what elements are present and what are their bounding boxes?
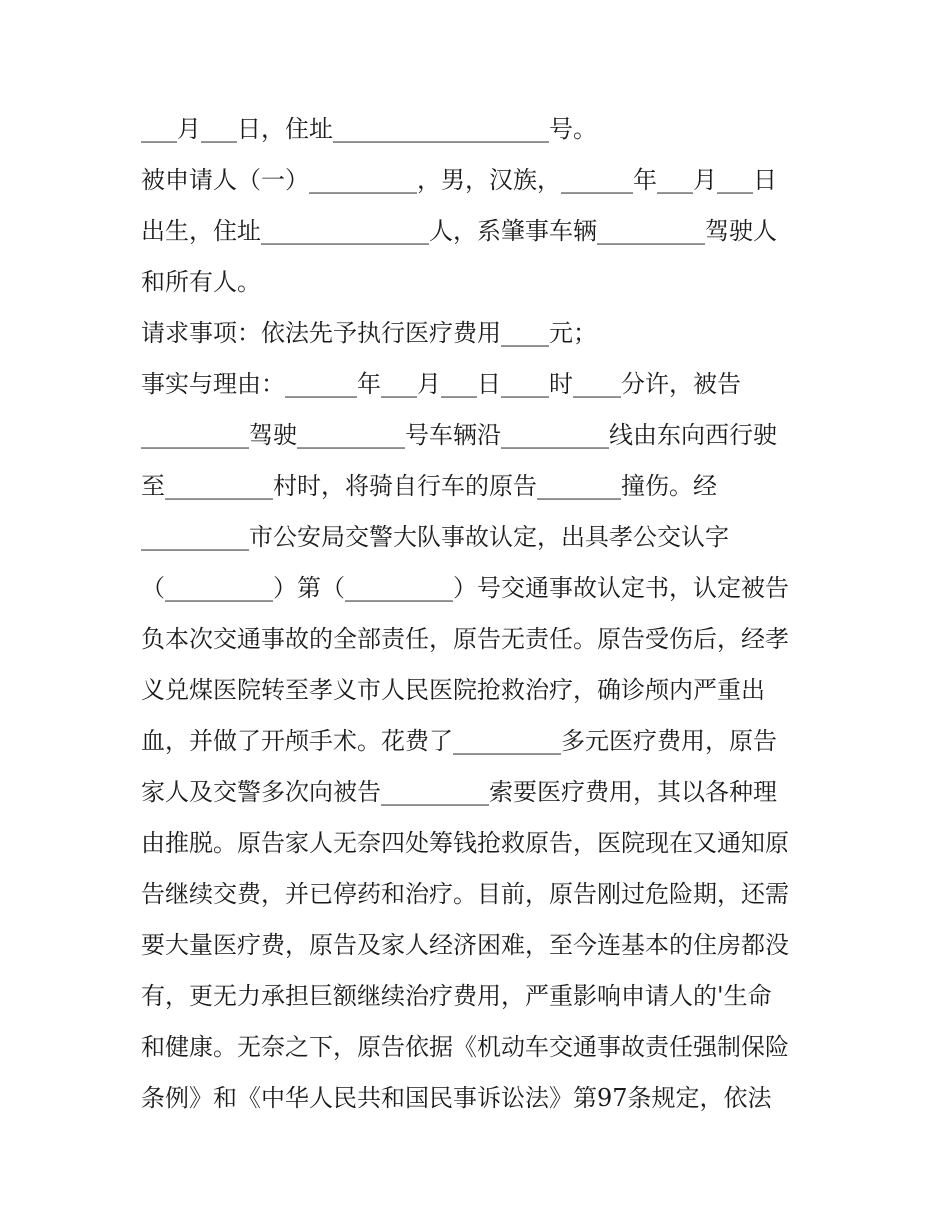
text-line: 由推脱。原告家人无奈四处筹钱抢救原告，医院现在又通知原: [141, 829, 789, 857]
text-line: 血，并做了开颅手术。花费了_________多元医疗费用，原告: [141, 727, 777, 755]
document-body: [141, 104, 821, 1124]
text-line: 负本次交通事故的全部责任，原告无责任。原告受伤后，经孝: [141, 625, 789, 653]
text-line: _________市公安局交警大队事故认定，出具孝公交认字: [141, 523, 729, 551]
text-line: ___月___日，住址__________________号。: [141, 115, 597, 143]
text-line: 义兑煤医院转至孝义市人民医院抢救治疗，确诊颅内严重出: [141, 676, 765, 704]
text-line: 出生，住址______________人，系肇事车辆_________驾驶人: [141, 217, 777, 245]
text-line: 要大量医疗费，原告及家人经济困难，至今连基本的住房都没: [141, 931, 789, 959]
text-line: 至_________村时，将骑自行车的原告_______撞伤。经: [141, 472, 717, 500]
text-line: 请求事项：依法先予执行医疗费用____元；: [141, 319, 597, 347]
text-line: 事实与理由：______年___月___日____时____分许，被告: [141, 370, 741, 398]
text-line: 和所有人。: [141, 268, 261, 296]
text-line: 和健康。无奈之下，原告依据《机动车交通事故责任强制保险: [141, 1033, 789, 1061]
text-line: 被申请人（一）_________，男，汉族，______年___月___日: [141, 166, 777, 194]
text-line: _________驾驶_________号车辆沿_________线由东向西行驶: [141, 421, 777, 449]
text-line: （_________）第（_________）号交通事故认定书，认定被告: [141, 574, 789, 602]
text-line: 家人及交警多次向被告_________索要医疗费用，其以各种理: [141, 778, 777, 806]
text-line: 告继续交费，并已停药和治疗。目前，原告刚过危险期，还需: [141, 880, 789, 908]
text-line: 条例》和《中华人民共和国民事诉讼法》第97条规定，依法: [141, 1084, 772, 1112]
text-line: 有，更无力承担巨额继续治疗费用，严重影响申请人的'生命: [141, 982, 772, 1010]
